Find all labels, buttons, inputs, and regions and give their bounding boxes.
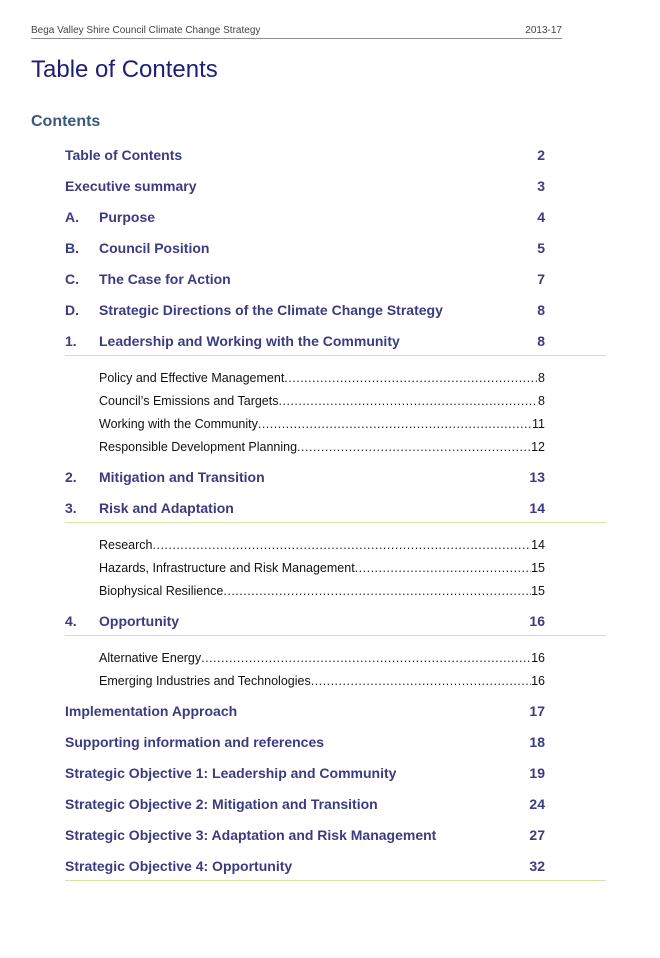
- toc-subentry[interactable]: [99, 538, 545, 554]
- toc-entry-page: 24: [529, 796, 545, 812]
- toc-entry[interactable]: [65, 796, 545, 816]
- section-divider: [65, 355, 606, 356]
- toc-subentry-label: Biophysical Resilience: [99, 584, 224, 598]
- toc-subentry-page: 15: [531, 584, 545, 598]
- toc-entry[interactable]: [65, 500, 545, 520]
- toc-entry-page: 18: [529, 734, 545, 750]
- toc-entry-page: 13: [529, 469, 545, 485]
- toc-entry[interactable]: [65, 333, 545, 353]
- toc-entry-page: 8: [537, 333, 545, 349]
- toc-subentry[interactable]: [99, 394, 545, 410]
- dot-leader: [297, 440, 531, 454]
- toc-subentry[interactable]: [99, 440, 545, 456]
- section-divider: [65, 635, 606, 636]
- dot-leader: [258, 417, 532, 431]
- toc-subentry-page: 8: [538, 371, 545, 385]
- toc-subentry[interactable]: [99, 417, 545, 433]
- section-divider: [65, 522, 606, 523]
- toc-subentry-page: 14: [531, 538, 545, 552]
- page-title: Table of Contents: [31, 56, 218, 83]
- toc-entry-label: Executive summary: [65, 178, 197, 194]
- toc-entry[interactable]: [65, 302, 545, 322]
- toc-entry-label: Strategic Objective 1: Leadership and Community: [65, 765, 397, 781]
- toc-subentry[interactable]: [99, 674, 545, 690]
- toc-entry[interactable]: [65, 178, 545, 198]
- toc-entry-page: 3: [537, 178, 545, 194]
- toc-subentry[interactable]: [99, 584, 545, 600]
- toc-entry-number: A.: [65, 209, 79, 225]
- toc-entry[interactable]: [65, 765, 545, 785]
- toc-entry-label: Mitigation and Transition: [99, 469, 265, 485]
- toc-entry-number: B.: [65, 240, 79, 256]
- header-document-name: Bega Valley Shire Council Climate Change Strategy: [31, 25, 261, 36]
- toc-entry-number: 3.: [65, 500, 77, 516]
- toc-entry-page: 32: [529, 858, 545, 874]
- toc-entry-label: Supporting information and references: [65, 734, 325, 750]
- header-date-range: 2013-17: [525, 25, 562, 36]
- toc-subentry-page: 15: [531, 561, 545, 575]
- toc-subentry[interactable]: [99, 651, 545, 667]
- toc-entry[interactable]: [65, 271, 545, 291]
- toc-entry-label: Table of Contents: [65, 147, 183, 163]
- toc-entry-label: Leadership and Working with the Community: [99, 333, 400, 349]
- toc-entry-label: Risk and Adaptation: [99, 500, 234, 516]
- toc-entry[interactable]: [65, 209, 545, 229]
- dot-leader: [279, 394, 539, 408]
- toc-subentry-label: Council’s Emissions and Targets: [99, 394, 279, 408]
- toc-entry-label: Implementation Approach: [65, 703, 238, 719]
- toc-entry[interactable]: [65, 469, 545, 489]
- toc-entry[interactable]: [65, 734, 545, 754]
- toc-entry-page: 8: [537, 302, 545, 318]
- toc-subentry[interactable]: [99, 561, 545, 577]
- toc-subentry-page: 8: [538, 394, 545, 408]
- dot-leader: [355, 561, 531, 575]
- toc-entry-label: Strategic Objective 4: Opportunity: [65, 858, 293, 874]
- toc-entry[interactable]: [65, 613, 545, 633]
- toc-subentry-page: 12: [531, 440, 545, 454]
- toc-subentry-label: Responsible Development Planning: [99, 440, 298, 454]
- toc-entry-label: Purpose: [99, 209, 156, 225]
- page-header: [31, 25, 562, 39]
- toc-entry-label: Council Position: [99, 240, 210, 256]
- toc-subentry-label: Alternative Energy: [99, 651, 202, 665]
- dot-leader: [201, 651, 531, 665]
- toc-entry-page: 16: [529, 613, 545, 629]
- toc-entry-label: Strategic Objective 2: Mitigation and Transition: [65, 796, 378, 812]
- toc-entry-number: 2.: [65, 469, 77, 485]
- toc-entry-number: C.: [65, 271, 79, 287]
- toc-entry-page: 2: [537, 147, 545, 163]
- toc-entry-label: The Case for Action: [99, 271, 231, 287]
- dot-leader: [223, 584, 531, 598]
- dot-leader: [311, 674, 531, 688]
- toc-subentry-label: Hazards, Infrastructure and Risk Management: [99, 561, 355, 575]
- toc-subentry-label: Research: [99, 538, 153, 552]
- toc-subentry-page: 11: [532, 417, 545, 431]
- toc-subentry-page: 16: [531, 674, 545, 688]
- contents-heading: Contents: [31, 113, 101, 130]
- dot-leader: [284, 371, 538, 385]
- toc-subentry-label: Working with the Community: [99, 417, 258, 431]
- toc-entry-page: 5: [537, 240, 545, 256]
- toc-entry-page: 17: [529, 703, 545, 719]
- toc-subentry-label: Emerging Industries and Technologies: [99, 674, 311, 688]
- toc-entry[interactable]: [65, 703, 545, 723]
- toc-entry-label: Opportunity: [99, 613, 180, 629]
- toc-subentry-page: 16: [531, 651, 545, 665]
- toc-entry-label: Strategic Directions of the Climate Change Strategy: [99, 302, 443, 318]
- toc-entry-number: D.: [65, 302, 79, 318]
- toc-entry-page: 7: [537, 271, 545, 287]
- section-divider: [65, 880, 606, 881]
- toc-entry-label: Strategic Objective 3: Adaptation and Risk Management: [65, 827, 437, 843]
- toc-entry-number: 4.: [65, 613, 77, 629]
- toc-entry[interactable]: [65, 240, 545, 260]
- toc-entry-page: 4: [537, 209, 545, 225]
- toc-entry-page: 19: [529, 765, 545, 781]
- toc-subentry[interactable]: [99, 371, 545, 387]
- toc-entry[interactable]: [65, 147, 545, 167]
- toc-entry-page: 27: [529, 827, 545, 843]
- toc-entry[interactable]: [65, 858, 545, 878]
- toc-entry-page: 14: [529, 500, 545, 516]
- toc-entry-number: 1.: [65, 333, 77, 349]
- toc-entry[interactable]: [65, 827, 545, 847]
- dot-leader: [153, 538, 532, 552]
- toc-subentry-label: Policy and Effective Management: [99, 371, 285, 385]
